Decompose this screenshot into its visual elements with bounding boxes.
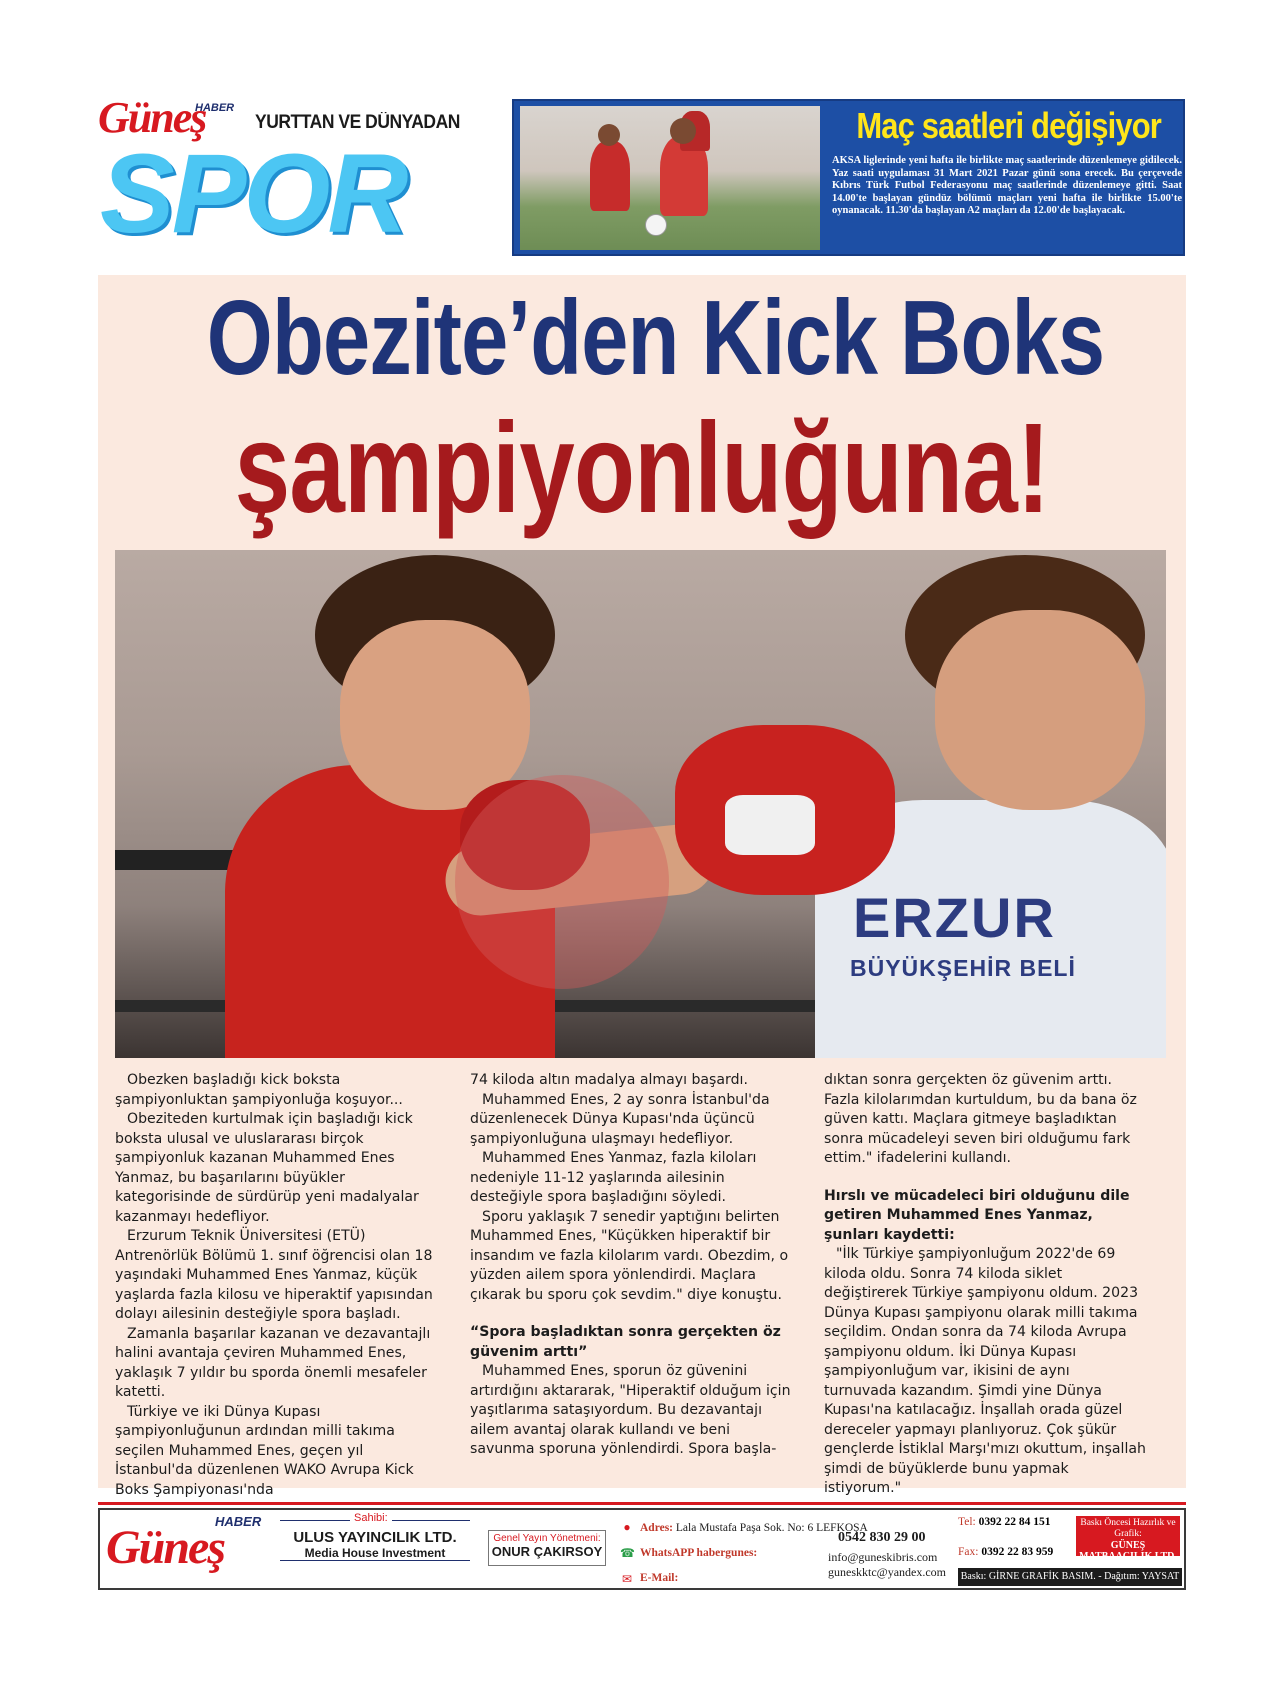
article-column-2 bbox=[470, 1071, 792, 1460]
news-box-text: AKSA liglerinde yeni hafta ile birlikte maç saatlerinde düzenlemeye gidilecek. Yaz saati uygulaması 31 Mart 2021 Pazar günü sona erecek. Bu çerçevede Kıbrıs Türk Futbol Federasyonu maç saatlerinde düzenlemeye gitti. Saat 14.00'te başlayan gündüz bölümü maçları yeni hafta ile birlikte 15.00'te oynanacak. 11.30'da başlayan A2 maçları da 12.00'de başlayacak. bbox=[832, 155, 1182, 217]
paragraph: Muhammed Enes Yanmaz, fazla kiloları nedeniyle 11-12 yaşlarında ailesinin desteğiyle spora başladığını söyledi. bbox=[470, 1150, 757, 1205]
subheading: “Spora başladıktan sonra gerçekten öz güvenim arttı” bbox=[470, 1324, 781, 1360]
news-box-title[interactable]: Maç saatleri değişiyor bbox=[856, 105, 1161, 146]
paragraph: Obeziteden kurtulmak için başladığı kick boksta ulusal ve uluslararası birçok şampiyonluk kazanan Muhammed Enes Yanmaz, bu başarılarını büyükler kategorisinde de sürdürüp yeni madalyalar kazanmayı hedefliyor. bbox=[115, 1111, 419, 1225]
section-tag: YURTTAN VE DÜNYADAN bbox=[255, 112, 460, 133]
email-addresses bbox=[828, 1550, 946, 1580]
haber-label: HABER bbox=[195, 102, 235, 114]
headline-line-2[interactable]: şampiyonluğuna! bbox=[234, 397, 1050, 540]
news-box bbox=[512, 99, 1185, 256]
paragraph: Obezken başladığı kick boksta şampiyonluktan şampiyonluğa koşuyor... bbox=[115, 1072, 403, 1108]
vest-text: ERZUR bbox=[853, 886, 1056, 949]
paragraph: Erzurum Teknik Üniversitesi (ETÜ) Antrenörlük Bölümü 1. sınıf öğrencisi olan 18 yaşındaki Muhammed Enes Yanmaz, küçük yaşlarda fazla kilosu ve hiperaktif yapısından dolayı ailesinin desteğiyle spora başladı. bbox=[115, 1228, 433, 1322]
owner-subtitle: Media House Investment bbox=[304, 1546, 446, 1560]
paragraph: Zamanla başarılar kazanan ve dezavantajlı halini avantaja çeviren Muhammed Enes, yaklaşık 7 yıldır bu sporda önemli mesafeler katetti. bbox=[115, 1325, 431, 1400]
player-head bbox=[598, 124, 620, 146]
address-value: Lala Mustafa Paşa Sok. No: 6 LEFKOŞA bbox=[675, 1522, 868, 1534]
article-column-1 bbox=[115, 1071, 437, 1500]
opponent-head bbox=[935, 610, 1145, 810]
fax-value: 0392 22 83 959 bbox=[981, 1546, 1054, 1558]
fax-label: Fax: bbox=[958, 1546, 979, 1558]
mail-icon: ✉ bbox=[621, 1572, 633, 1586]
footer bbox=[98, 1508, 1186, 1590]
tel-line bbox=[958, 1516, 1050, 1528]
paragraph: 74 kiloda altın madalya almayı başardı. bbox=[470, 1072, 748, 1088]
player-figure bbox=[590, 141, 630, 211]
tel-value[interactable]: 0392 22 84 151 bbox=[978, 1516, 1051, 1528]
owner-block bbox=[280, 1512, 470, 1561]
subheading: Hırslı ve mücadeleci biri olduğunu dile getiren Muhammed Enes Yanmaz, şunları kaydetti: bbox=[824, 1187, 1130, 1243]
whatsapp-icon: ☎ bbox=[620, 1546, 635, 1560]
headline-line-1[interactable]: Obezite’den Kick Boks bbox=[206, 279, 1105, 397]
contact-icons bbox=[620, 1514, 634, 1592]
paragraph: "İlk Türkiye şampiyonluğum 2022'de 69 kiloda oldu. Sonra 74 kiloda siklet değiştirerek Türkiye şampiyonu oldum. 2023 Dünya Kupası şampiyonu olarak milli takıma seçildim. Ondan sonra da 74 kiloda Avrupa şampiyonu oldum. İki Dünya Kupası şampiyonluğum var, ikisini de aynı turnuvada kazandım. Şimdi yine Dünya Kupası'na katılacağız. İnşallah orada güzel dereceler yapmayı planlıyoruz. Çok şükür gençlerde İstiklal Marşı'mızı okuttum, inşallah şimdi de büyüklerde bunu yapmak istiyorum." bbox=[824, 1246, 1146, 1496]
owner-label: Sahibi: bbox=[350, 1512, 392, 1524]
editor-label: Genel Yayın Yönetmeni: bbox=[493, 1533, 601, 1544]
gunes-logo: Güneş bbox=[98, 93, 206, 142]
email-yandex[interactable]: guneskktc@yandex.com bbox=[828, 1565, 947, 1579]
paragraph: dıktan sonra gerçekten öz güvenim arttı. Fazla kilolarımdan kurtuldum, bu da bana öz güven kattı. Maçlara gitmeye başladıktan sonra mücadeleyi seven biri olduğumu fark ettim." ifadelerini kullandı. bbox=[824, 1072, 1137, 1166]
footer-rule bbox=[98, 1502, 1186, 1505]
paragraph: Muhammed Enes, 2 ay sonra İstanbul'da düzenlenecek Dünya Kupası'nda üçüncü şampiyonluğuna ulaşmayı hedefliyor. bbox=[470, 1091, 770, 1147]
location-pin-icon: ● bbox=[623, 1520, 631, 1534]
football-photo bbox=[520, 106, 820, 250]
editor-block bbox=[488, 1530, 606, 1566]
print-distribution-bar: Baskı: GİRNE GRAFİK BASIM. - Dağıtım: YAYSAT bbox=[958, 1568, 1182, 1586]
football-ball bbox=[645, 214, 667, 236]
watermark-stamp bbox=[455, 775, 669, 989]
whatsapp-label: WhatsAPP habergunes: bbox=[640, 1547, 758, 1559]
vest-subtext: BÜYÜKŞEHİR BELİ bbox=[850, 955, 1076, 981]
print-prep-box bbox=[1076, 1516, 1180, 1562]
footer-logo: Güneş bbox=[106, 1521, 225, 1574]
address-label: Adres: bbox=[640, 1522, 674, 1534]
paragraph: Türkiye ve iki Dünya Kupası şampiyonluğunun ardından milli takıma seçilen Muhammed Enes, geçen yıl İstanbul'da düzenlenen WAKO Avrupa Kick Boks Şampiyonası'nda bbox=[115, 1403, 414, 1498]
email-label: E-Mail: bbox=[640, 1572, 679, 1584]
fax-line bbox=[958, 1546, 1053, 1558]
email-info[interactable]: info@guneskibris.com bbox=[828, 1550, 938, 1564]
glove-stripe bbox=[725, 795, 815, 855]
footer-haber-label: HABER bbox=[215, 1514, 262, 1529]
print-prep-label: Baskı Öncesi Hazırlık ve Grafik: bbox=[1080, 1518, 1176, 1539]
whatsapp-number[interactable]: 0542 830 29 00 bbox=[838, 1530, 926, 1545]
print-prep-company: GÜNEŞ MATBAACILIK LTD. bbox=[1079, 1540, 1177, 1562]
tel-label: Tel: bbox=[958, 1516, 976, 1528]
section-title: SPOR bbox=[100, 131, 406, 256]
paragraph: Sporu yaklaşık 7 senedir yaptığını belirten Muhammed Enes, "Küçükken hiperaktif bir insandım ve fazla kilolarım vardı. Obezdim, o yüzden ailem spora yönlendirdi. Maçlara çıkarak bu sporu çok sevdim." diye konuştu. bbox=[470, 1208, 789, 1303]
paragraph: Muhammed Enes, sporun öz güvenini artırdığını aktararak, "Hiperaktif olduğum için yaşıtlarıma sataşıyordum. Bu dezavantajı ailem avantaj olarak kullandı ve beni savunma sporuna yönlendirdi. Spora başla- bbox=[470, 1363, 791, 1457]
player-head bbox=[670, 118, 696, 144]
article-column-3 bbox=[824, 1071, 1146, 1499]
owner-name: ULUS YAYINCILIK LTD. bbox=[293, 1529, 457, 1546]
editor-name: ONUR ÇAKIRSOY bbox=[491, 1544, 603, 1559]
kickboxing-photo bbox=[115, 550, 1166, 1058]
